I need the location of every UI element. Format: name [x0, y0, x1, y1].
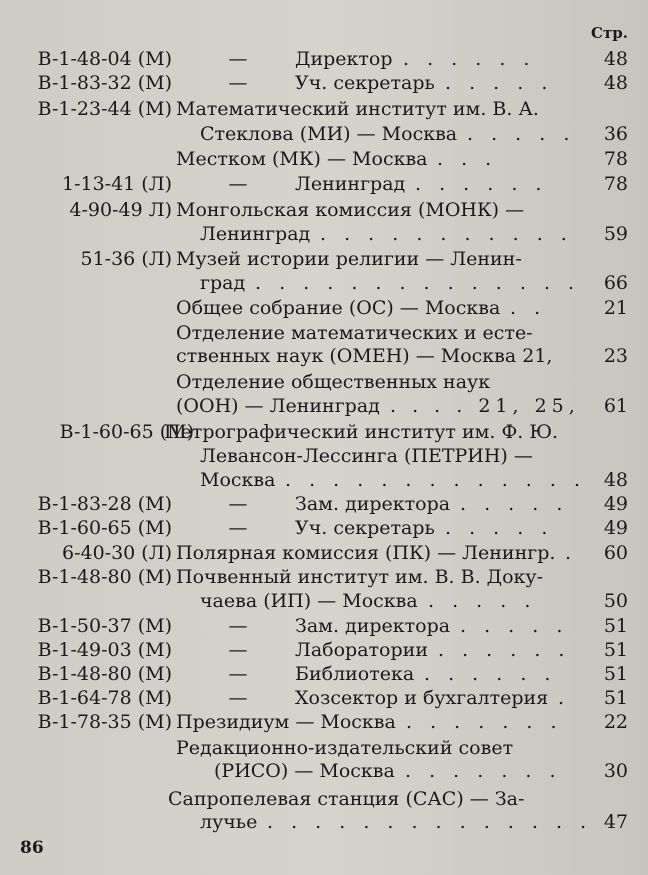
- ditto-dash: —: [228, 173, 248, 195]
- entry-text: чаева (ИП) — Москва: [200, 590, 418, 612]
- ditto-dash: —: [228, 639, 248, 661]
- page-reference: 50: [603, 590, 628, 612]
- entry-text: град: [200, 272, 246, 294]
- leader-dots: . . . . .: [460, 493, 569, 515]
- phone-code: 6-40-30 (Л): [61, 542, 172, 564]
- leader-dots: . . . . .: [460, 615, 569, 637]
- directory-entry: [0, 686, 648, 710]
- leader-dots: . . . . 21, 25,: [390, 395, 580, 417]
- phone-code: B-1-64-78 (M): [37, 687, 172, 709]
- page-reference: 48: [603, 48, 628, 70]
- directory-entry: [0, 222, 648, 246]
- directory-entry: [0, 296, 648, 320]
- ditto-dash: —: [228, 615, 248, 637]
- phone-code: B-1-23-44 (M): [37, 98, 172, 120]
- directory-entry: [0, 172, 648, 196]
- phone-code: B-1-60-65 (M): [37, 517, 172, 539]
- entry-text: Библиотека: [295, 663, 415, 685]
- directory-entry: [0, 71, 648, 95]
- leader-dots: . . . . .: [445, 72, 554, 94]
- phone-code: B-1-60-65 (M): [59, 421, 194, 443]
- directory-entry: [0, 468, 648, 492]
- directory-entry: [0, 492, 648, 516]
- entry-text: Полярная комиссия (ПК) — Ленингр.: [176, 542, 556, 564]
- directory-entry: [0, 321, 648, 345]
- directory-entry: [0, 47, 648, 71]
- entry-text: Стеклова (МИ) — Москва: [200, 123, 458, 145]
- ditto-dash: —: [228, 663, 248, 685]
- phone-code: B-1-83-32 (M): [37, 72, 172, 94]
- directory-entry: [0, 122, 648, 146]
- directory-entry: [0, 198, 648, 222]
- entry-text: ственных наук (ОМЕН) — Москва 21,: [176, 345, 553, 367]
- phone-code: 4-90-49 Л): [69, 199, 172, 221]
- page-reference: 47: [603, 811, 628, 833]
- entry-text: Хозсектор и бухгалтерия: [295, 687, 549, 709]
- page-reference: 60: [603, 542, 628, 564]
- entry-text: Математический институт им. В. А.: [176, 98, 539, 120]
- directory-entry: [0, 565, 648, 589]
- page-reference: 51: [603, 663, 628, 685]
- entry-text: Монгольская комиссия (МОНК) —: [176, 199, 525, 221]
- page-reference: 21: [603, 297, 628, 319]
- leader-dots: . . . . . .: [424, 663, 557, 685]
- leader-dots: . . . . . .: [403, 48, 536, 70]
- leader-dots: . . . . . . .: [406, 711, 563, 733]
- phone-code: B-1-83-28 (M): [37, 493, 172, 515]
- directory-entry: [0, 516, 648, 540]
- page-reference: 78: [603, 148, 628, 170]
- page-column-header: Стр.: [591, 24, 628, 42]
- page-reference: 61: [603, 395, 628, 417]
- entry-text: Музей истории религии — Ленин-: [176, 248, 522, 270]
- leader-dots: . . . . .: [445, 517, 554, 539]
- directory-entry: [0, 344, 648, 368]
- directory-entry: [0, 147, 648, 171]
- directory-entry: [0, 638, 648, 662]
- ditto-dash: —: [228, 48, 248, 70]
- directory-entry: [0, 810, 648, 834]
- leader-dots: . . . . .: [467, 123, 576, 145]
- directory-entry: [0, 710, 648, 734]
- page-reference: 48: [603, 72, 628, 94]
- directory-entry: [0, 589, 648, 613]
- entry-text: Зам. директора: [295, 493, 451, 515]
- entry-text: Отделение общественных наук: [176, 371, 491, 393]
- entry-text: Общее собрание (ОС) — Москва: [176, 297, 501, 319]
- leader-dots: . . . . . . . . . . .: [320, 223, 573, 245]
- entry-text: Сапропелевая станция (САС) — За-: [168, 788, 525, 810]
- page-reference: 51: [603, 639, 628, 661]
- directory-entry: [0, 736, 648, 760]
- leader-dots: . . . . . .: [415, 173, 548, 195]
- phone-code: B-1-78-35 (M): [37, 711, 172, 733]
- directory-entry: [0, 370, 648, 394]
- leader-dots: .: [558, 687, 571, 709]
- ditto-dash: —: [228, 72, 248, 94]
- leader-dots: . . . . .: [428, 590, 537, 612]
- directory-entry: [0, 662, 648, 686]
- directory-entry: [0, 394, 648, 418]
- leader-dots: . . .: [437, 148, 498, 170]
- ditto-dash: —: [228, 687, 248, 709]
- page-reference: 23: [603, 345, 628, 367]
- entry-text: Ленинград: [295, 173, 406, 195]
- page-reference: 48: [603, 469, 628, 491]
- page-reference: 49: [603, 493, 628, 515]
- entry-text: Петрографический институт им. Ф. Ю.: [164, 421, 559, 443]
- page-reference: 51: [603, 615, 628, 637]
- entry-text: Лаборатории: [295, 639, 428, 661]
- phone-code: 51-36 (Л): [80, 248, 172, 270]
- phone-code: B-1-50-37 (M): [37, 615, 172, 637]
- entry-text: (ООН) — Ленинград: [176, 395, 380, 417]
- phone-code: B-1-48-80 (M): [37, 566, 172, 588]
- directory-entry: [0, 759, 648, 783]
- leader-dots: . . . . . . .: [405, 760, 562, 782]
- entry-text: Местком (МК) — Москва: [176, 148, 428, 170]
- page-reference: 49: [603, 517, 628, 539]
- page-reference: 59: [603, 223, 628, 245]
- phone-code: B-1-48-80 (M): [37, 663, 172, 685]
- entry-text: лучье: [200, 811, 258, 833]
- entry-text: Левансон-Лессинга (ПЕТРИН) —: [200, 445, 533, 467]
- directory-entry: [0, 247, 648, 271]
- leader-dots: . .: [510, 297, 547, 319]
- ditto-dash: —: [228, 493, 248, 515]
- page-number: 86: [20, 838, 44, 858]
- leader-dots: . . . . . . . . . . . . . .: [255, 272, 581, 294]
- page-reference: 66: [603, 272, 628, 294]
- directory-entry: [0, 420, 648, 444]
- directory-entry: [0, 97, 648, 121]
- entry-text: Отделение математических и есте-: [176, 322, 533, 344]
- entry-text: Редакционно-издательский совет: [176, 737, 514, 759]
- ditto-dash: —: [228, 517, 248, 539]
- entry-text: Директор: [295, 48, 393, 70]
- leader-dots: . . . . . . . . . . . . . .: [267, 811, 593, 833]
- page-reference: 30: [603, 760, 628, 782]
- phone-code: B-1-49-03 (M): [37, 639, 172, 661]
- entry-text: Ленинград: [200, 223, 311, 245]
- directory-entry: [0, 444, 648, 468]
- entry-text: Почвенный институт им. В. В. Доку-: [176, 566, 544, 588]
- directory-entry: [0, 614, 648, 638]
- leader-dots: . . . . . . . . . . . . .: [285, 469, 586, 491]
- page-reference: 22: [603, 711, 628, 733]
- phone-code: B-1-48-04 (M): [37, 48, 172, 70]
- entry-text: Уч. секретарь: [295, 517, 435, 539]
- page-reference: 78: [603, 173, 628, 195]
- page-reference: 51: [603, 687, 628, 709]
- page-reference: 36: [603, 123, 628, 145]
- leader-dots: .: [565, 542, 578, 564]
- directory-entry: [0, 541, 648, 565]
- directory-entry: [0, 271, 648, 295]
- entry-text: Уч. секретарь: [295, 72, 435, 94]
- phone-code: 1-13-41 (Л): [61, 173, 172, 195]
- leader-dots: . . . . . .: [438, 639, 571, 661]
- entry-text: (РИСО) — Москва: [214, 760, 395, 782]
- entry-text: Президиум — Москва: [176, 711, 396, 733]
- directory-entry: [0, 787, 648, 811]
- entry-text: Москва: [200, 469, 276, 491]
- entry-text: Зам. директора: [295, 615, 451, 637]
